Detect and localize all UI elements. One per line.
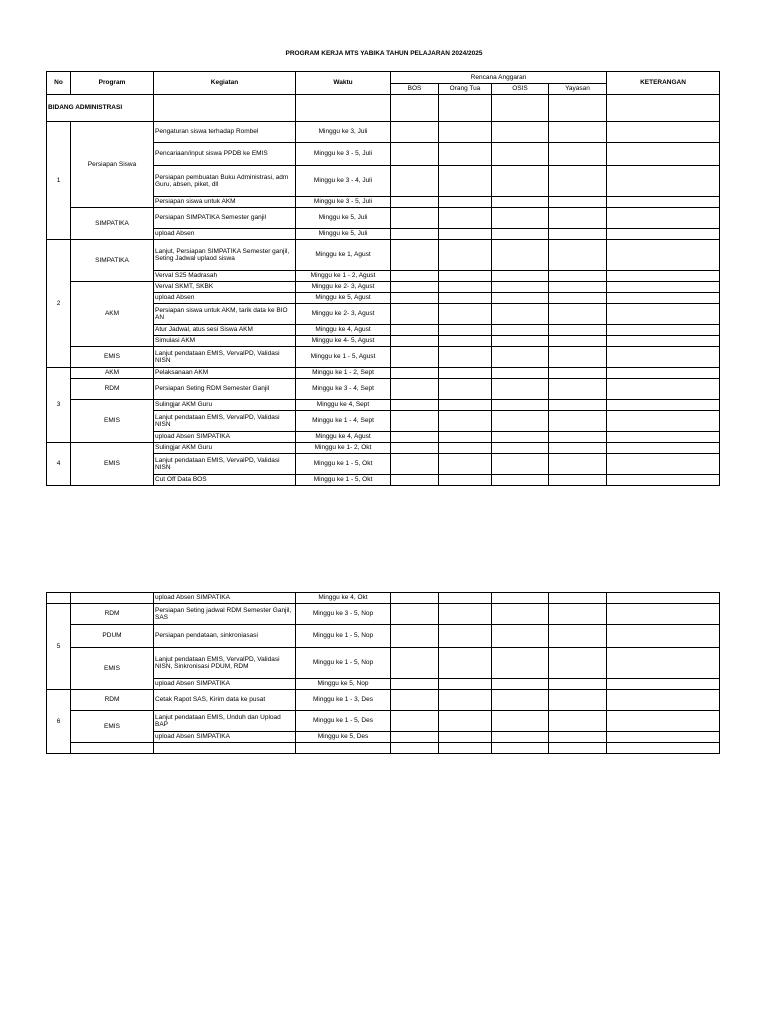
program-cell: EMIS bbox=[71, 648, 154, 690]
header-no: No bbox=[47, 72, 71, 95]
header-osis: OSIS bbox=[492, 84, 549, 95]
table-row bbox=[47, 400, 720, 411]
section-row bbox=[47, 95, 720, 122]
program-cell: AKM bbox=[71, 368, 154, 379]
waktu-cell: Minggu ke 4- 5, Agust bbox=[296, 336, 391, 347]
program-cell: EMIS bbox=[71, 347, 154, 368]
program-cell: SIMPATIKA bbox=[71, 208, 154, 240]
program-cell: SIMPATIKA bbox=[71, 240, 154, 282]
kegiatan-cell: Persiapan Seting jadwal RDM Semester Ganjil, SAS bbox=[154, 604, 296, 625]
program-cell: PDUM bbox=[71, 625, 154, 648]
table-row bbox=[47, 347, 720, 368]
header-waktu: Waktu bbox=[296, 72, 391, 95]
kegiatan-cell: Verval SKMT, SKBK bbox=[154, 282, 296, 293]
program-cell: AKM bbox=[71, 282, 154, 347]
kegiatan-cell: Sulingjar AKM Guru bbox=[154, 443, 296, 454]
kegiatan-cell: upload Absen bbox=[154, 293, 296, 304]
waktu-cell: Minggu ke 3 - 5, Nop bbox=[296, 604, 391, 625]
waktu-cell: Minggu ke 3 - 4, Juli bbox=[296, 166, 391, 197]
kegiatan-cell: Lanjut pendataan EMIS, VervalPD, Validasi NISN bbox=[154, 347, 296, 368]
kegiatan-cell: Cut Off Data BOS bbox=[154, 475, 296, 486]
kegiatan-cell: Persiapan pembuatan Buku Administrasi, adm Guru, absen, piket, dll bbox=[154, 166, 296, 197]
header-row bbox=[47, 72, 720, 84]
kegiatan-cell: Persiapan siswa untuk AKM, tarik data ke BIO AN bbox=[154, 304, 296, 325]
program-cell: EMIS bbox=[71, 443, 154, 486]
waktu-cell: Minggu ke 1 - 5, Des bbox=[296, 711, 391, 732]
row-number: 5 bbox=[47, 604, 71, 690]
table-row bbox=[47, 368, 720, 379]
waktu-cell: Minggu ke 3 - 4, Sept bbox=[296, 379, 391, 400]
row-number: 6 bbox=[47, 690, 71, 754]
waktu-cell: Minggu ke 3 - 5, Juli bbox=[296, 197, 391, 208]
kegiatan-cell: Pelaksanaan AKM bbox=[154, 368, 296, 379]
program-cell: RDM bbox=[71, 604, 154, 625]
kegiatan-cell: upload Absen bbox=[154, 229, 296, 240]
table-row bbox=[47, 208, 720, 229]
program-cell: RDM bbox=[71, 690, 154, 711]
waktu-cell: Minggu ke 1 - 5, Nop bbox=[296, 648, 391, 679]
header-kegiatan: Kegiatan bbox=[154, 72, 296, 95]
table-row bbox=[47, 690, 720, 711]
waktu-cell: Minggu ke 1 - 5, Nop bbox=[296, 625, 391, 648]
waktu-cell: Minggu ke 1- 2, Okt bbox=[296, 443, 391, 454]
waktu-cell: Minggu ke 4, Agust bbox=[296, 325, 391, 336]
kegiatan-cell: upload Absen SIMPATIKA bbox=[154, 679, 296, 690]
kegiatan-cell: Verval S25 Madrasah bbox=[154, 271, 296, 282]
header-program: Program bbox=[71, 72, 154, 95]
waktu-cell: Minggu ke 2- 3, Agust bbox=[296, 304, 391, 325]
work-program-table-page-2 bbox=[46, 592, 720, 754]
table-row bbox=[47, 711, 720, 732]
waktu-cell: Minggu ke 4, Agust bbox=[296, 432, 391, 443]
waktu-cell: Minggu ke 1 - 5, Okt bbox=[296, 454, 391, 475]
section-title: BIDANG ADMINISTRASI bbox=[47, 95, 154, 122]
waktu-cell: Minggu ke 5, Juli bbox=[296, 229, 391, 240]
program-cell: RDM bbox=[71, 379, 154, 400]
kegiatan-cell: Lanjut pendataan EMIS, VervalPD, Validasi NISN bbox=[154, 454, 296, 475]
kegiatan-cell: Lanjut pendataan EMIS, VervalPD, Validasi NISN bbox=[154, 411, 296, 432]
waktu-cell: Minggu ke 1 - 3, Des bbox=[296, 690, 391, 711]
header-yayasan: Yayasan bbox=[549, 84, 607, 95]
kegiatan-cell: upload Absen SIMPATIKA bbox=[154, 732, 296, 743]
waktu-cell: Minggu ke 1 - 5, Okt bbox=[296, 475, 391, 486]
waktu-cell: Minggu ke 4, Sept bbox=[296, 400, 391, 411]
waktu-cell: Minggu ke 5, Nop bbox=[296, 679, 391, 690]
kegiatan-cell: Persiapan pendataan, sinkroniasasi bbox=[154, 625, 296, 648]
waktu-cell: Minggu ke 5, Agust bbox=[296, 293, 391, 304]
header-rencana-anggaran: Rencana Anggaran bbox=[391, 72, 607, 84]
row-number: 1 bbox=[47, 122, 71, 240]
kegiatan-cell: Cetak Rapot SAS, Kirim data ke pusat bbox=[154, 690, 296, 711]
waktu-cell: Minggu ke 3 - 5, Juli bbox=[296, 143, 391, 166]
waktu-cell: Minggu ke 1 - 5, Agust bbox=[296, 347, 391, 368]
row-number: 2 bbox=[47, 240, 71, 368]
kegiatan-cell: Pengaturan siswa terhadap Rombel bbox=[154, 122, 296, 143]
kegiatan-cell: upload Absen SIMPATIKA bbox=[154, 593, 296, 604]
program-cell: EMIS bbox=[71, 711, 154, 743]
table-row bbox=[47, 282, 720, 293]
waktu-cell: Minggu ke 2- 3, Agust bbox=[296, 282, 391, 293]
table-row bbox=[47, 122, 720, 143]
header-orang-tua: Orang Tua bbox=[439, 84, 492, 95]
kegiatan-cell: Persiapan Seting RDM Semester Ganjil bbox=[154, 379, 296, 400]
table-row bbox=[47, 625, 720, 648]
table-row bbox=[47, 604, 720, 625]
kegiatan-cell: Persiapan SIMPATIKA Semester ganjil bbox=[154, 208, 296, 229]
table-row bbox=[47, 443, 720, 454]
kegiatan-cell: Simulasi AKM bbox=[154, 336, 296, 347]
waktu-cell: Minggu ke 4, Okt bbox=[296, 593, 391, 604]
table-row bbox=[47, 743, 720, 754]
table-row bbox=[47, 379, 720, 400]
kegiatan-cell: Sulingjar AKM Guru bbox=[154, 400, 296, 411]
header-keterangan: KETERANGAN bbox=[607, 72, 720, 95]
row-number: 3 bbox=[47, 368, 71, 443]
document-title: PROGRAM KERJA MTS YABIKA TAHUN PELAJARAN 2024/2025 bbox=[285, 50, 483, 57]
waktu-cell: Minggu ke 1 - 4, Sept bbox=[296, 411, 391, 432]
kegiatan-cell: Pencariaan/input siswa PPDB ke EMIS bbox=[154, 143, 296, 166]
row-number: 4 bbox=[47, 443, 71, 486]
kegiatan-cell: upload Absen SIMPATIKA bbox=[154, 432, 296, 443]
kegiatan-cell: Lanjut pendataan EMIS, VervalPD, Validasi NISN, Sinkronisasi PDUM, RDM bbox=[154, 648, 296, 679]
waktu-cell: Minggu ke 1, Agust bbox=[296, 240, 391, 271]
waktu-cell: Minggu ke 5, Des bbox=[296, 732, 391, 743]
table-row bbox=[47, 240, 720, 271]
kegiatan-cell: Lanjut pendataan EMIS, Unduh dan Upload BAP bbox=[154, 711, 296, 732]
program-cell: EMIS bbox=[71, 400, 154, 443]
kegiatan-cell: Atur Jadwal, atus sesi Siswa AKM bbox=[154, 325, 296, 336]
table-row bbox=[47, 648, 720, 679]
header-bos: BOS bbox=[391, 84, 439, 95]
waktu-cell: Minggu ke 1 - 2, Agust bbox=[296, 271, 391, 282]
kegiatan-cell: Persiapan siswa untuk AKM bbox=[154, 197, 296, 208]
kegiatan-cell: Lanjut, Persiapan SIMPATIKA Semester ganjil, Seting Jadwal uplaod siswa bbox=[154, 240, 296, 271]
table-row bbox=[47, 593, 720, 604]
waktu-cell: Minggu ke 5, Juli bbox=[296, 208, 391, 229]
work-program-table-page-1 bbox=[46, 71, 720, 486]
waktu-cell: Minggu ke 3, Juli bbox=[296, 122, 391, 143]
waktu-cell: Minggu ke 1 - 2, Sept bbox=[296, 368, 391, 379]
program-cell: Persiapan Siswa bbox=[71, 122, 154, 208]
